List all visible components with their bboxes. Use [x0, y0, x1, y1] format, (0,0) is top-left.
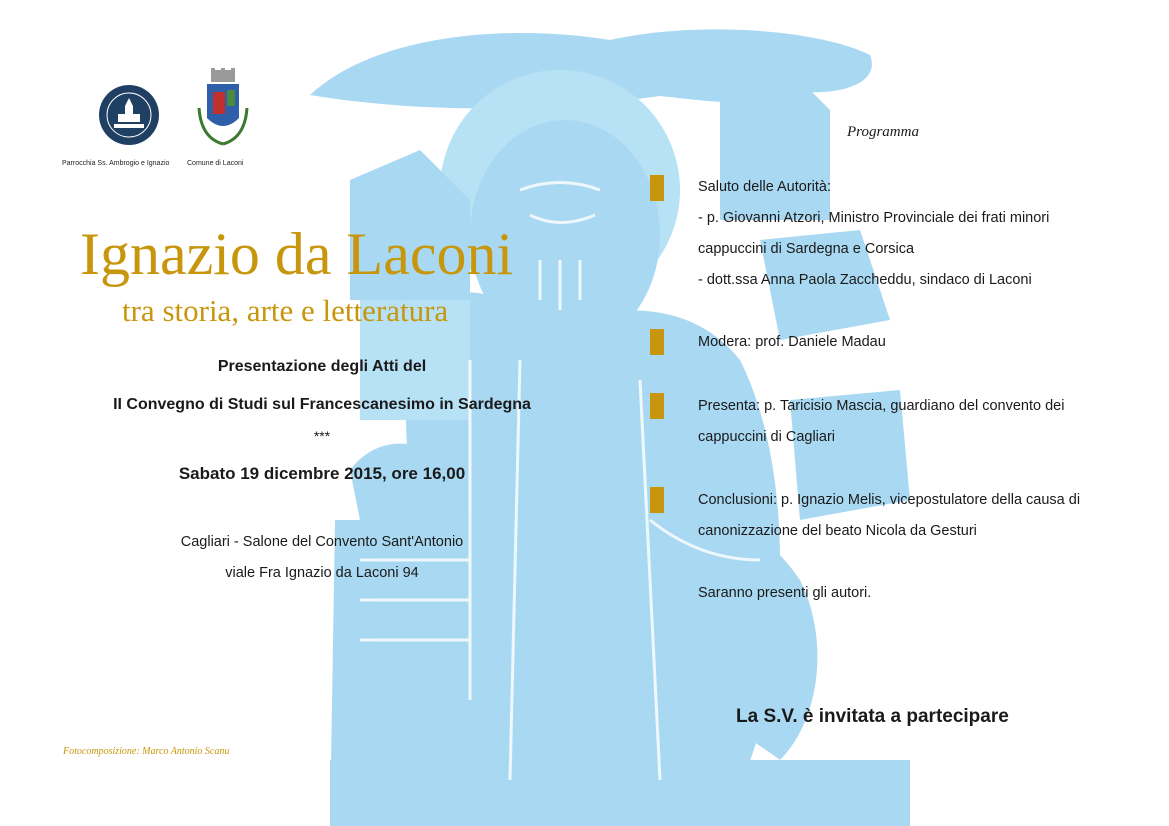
- bullet-marker: [650, 393, 664, 419]
- photo-credit: Fotocomposizione: Marco Antonio Scanu: [63, 746, 230, 757]
- address: viale Fra Ignazio da Laconi 94: [225, 565, 419, 581]
- programme-line: Saluto delle Autorità:: [698, 179, 832, 195]
- programme-block-conclusions: [698, 485, 1118, 547]
- bullet-marker: [650, 175, 664, 201]
- programme-line: Presenta: p. Taricisio Mascia, guardiano del convento dei: [698, 398, 1065, 414]
- programme-line: Modera: prof. Daniele Madau: [698, 334, 886, 350]
- parish-caption: Parrocchia Ss. Ambrogio e Ignazio: [62, 160, 170, 167]
- bullet-marker: [650, 487, 664, 513]
- programme-line: Conclusioni: p. Ignazio Melis, vicepostulatore della causa di: [698, 492, 1081, 508]
- presentation-line-2: II Convegno di Studi sul Francescanesimo in Sardegna: [113, 396, 531, 413]
- presentation-line-1: Presentazione degli Atti del: [217, 358, 427, 375]
- programme-closing: Saranno presenti gli autori.: [698, 585, 872, 601]
- main-title: Ignazio da Laconi: [80, 221, 514, 287]
- separator: ***: [313, 428, 331, 444]
- comune-coat-of-arms: [195, 68, 251, 150]
- programme-heading: Programma: [847, 124, 919, 140]
- event-date: Sabato 19 dicembre 2015, ore 16,00: [178, 464, 466, 483]
- programme-block-greetings: [698, 172, 1118, 296]
- subtitle: tra storia, arte e letteratura: [122, 293, 449, 328]
- programme-line: cappuccini di Sardegna e Corsica: [698, 241, 915, 257]
- programme-block-moderator: [698, 327, 1118, 358]
- comune-caption: Comune di Laconi: [187, 160, 244, 167]
- parish-logo: [98, 84, 160, 146]
- bullet-marker: [650, 329, 664, 355]
- programme-line: cappuccini di Cagliari: [698, 429, 836, 445]
- programme-line: - dott.ssa Anna Paola Zaccheddu, sindaco di Laconi: [698, 272, 1032, 288]
- programme-line: - p. Giovanni Atzori, Ministro Provinciale dei frati minori: [698, 210, 1050, 226]
- venue: Cagliari - Salone del Convento Sant'Antonio: [180, 534, 464, 550]
- programme-line: canonizzazione del beato Nicola da Gesturi: [698, 523, 977, 539]
- invitation-text: La S.V. è invitata a partecipare: [736, 706, 1009, 727]
- programme-block-presenter: [698, 391, 1118, 453]
